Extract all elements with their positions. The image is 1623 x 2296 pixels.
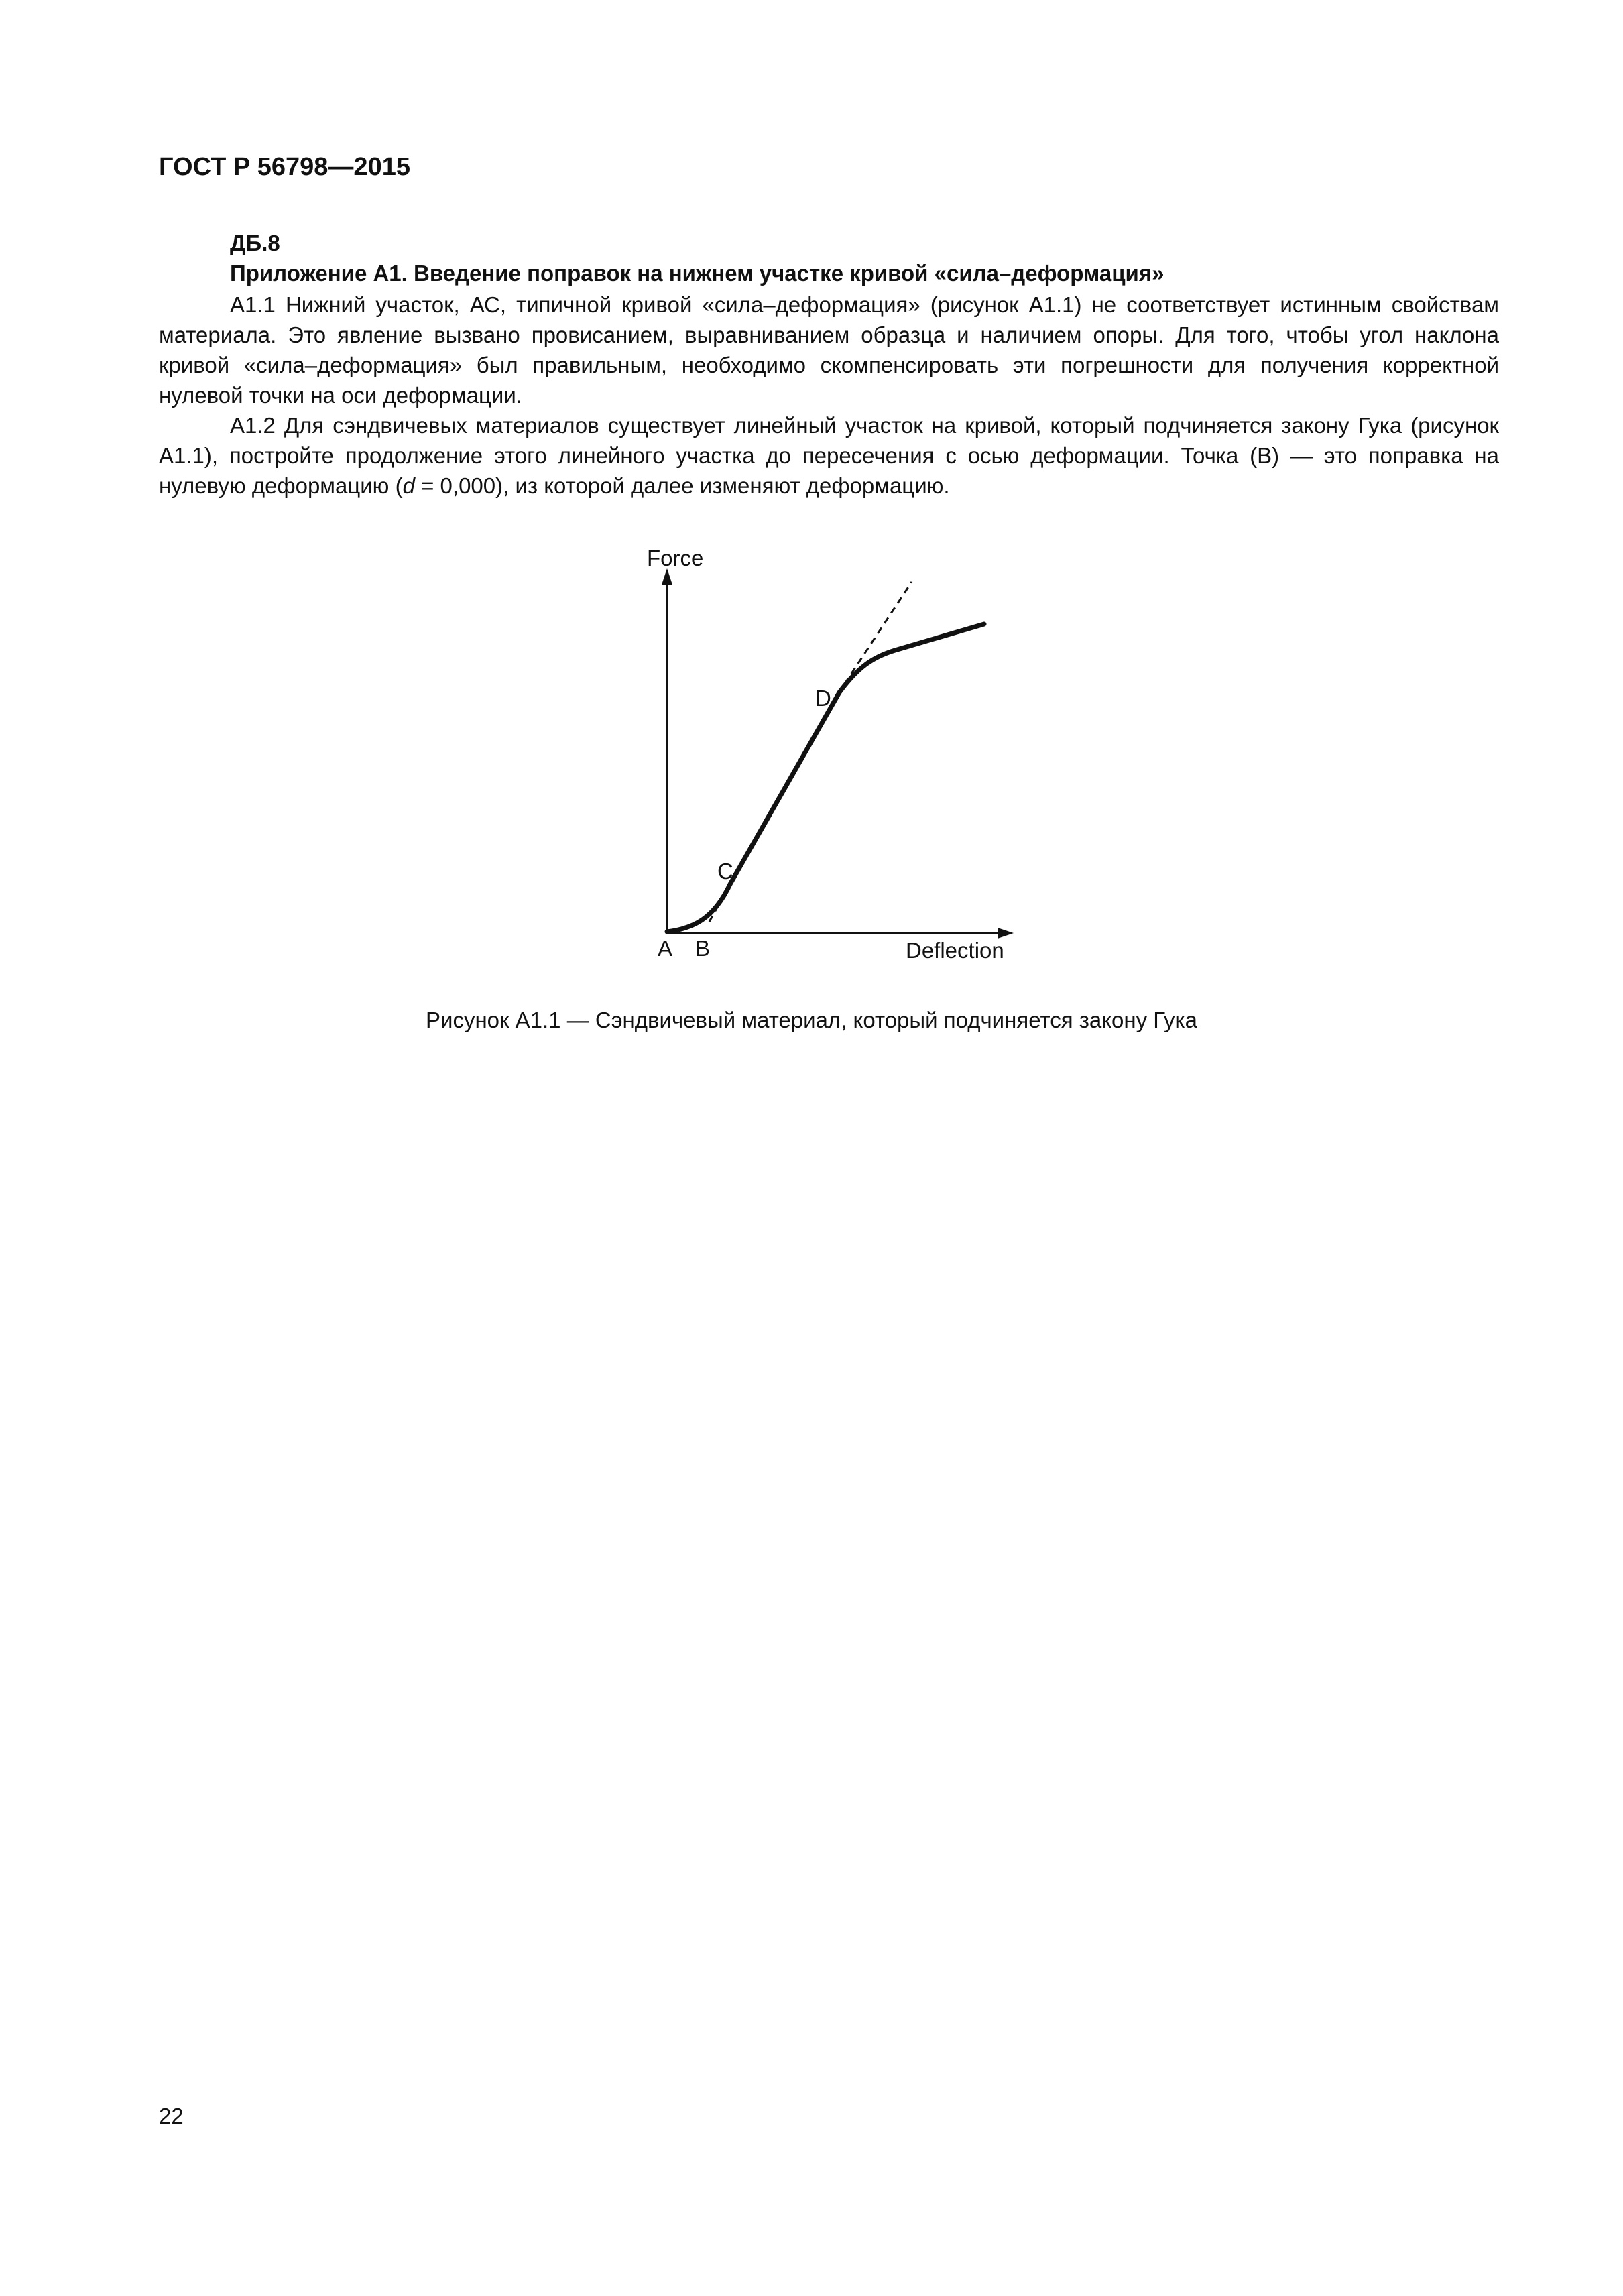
paragraph-a1-2-text-after: = 0,000), из которой далее изменяют деформацию. bbox=[414, 473, 950, 498]
paragraph-a1-1: А1.1 Нижний участок, АС, типичной кривой «сила–деформация» (рисунок А1.1) не соответствует истинным свойствам материала. Это явление вызвано провисанием, выравниванием образца и наличием опоры. Для того, чтобы угол наклона кривой «сила–деформация» был правильным, необходимо скомпенсировать эти погрешности для получения корректной нулевой точки на оси деформации. bbox=[159, 292, 1499, 408]
page-header: ГОСТ Р 56798—2015 bbox=[159, 153, 410, 181]
point-a-label: A bbox=[658, 936, 673, 961]
section-title: Приложение А1. Введение поправок на нижнем участке кривой «сила–деформация» bbox=[230, 261, 1164, 286]
figure-caption: Рисунок А1.1 — Сэндвичевый материал, который подчиняется закону Гука bbox=[426, 1008, 1197, 1032]
force-deflection-diagram bbox=[630, 536, 1032, 979]
point-b-label: B bbox=[695, 936, 711, 961]
paragraph-a1-2-text-before: А1.2 Для сэндвичевых материалов существует линейный участок на кривой, который подчиняется закону Гука (рисунок А1.1), постройте продолжение этого линейного участка до пересечения с осью деформации. Точка (В) — это поправка на нулевую деформацию ( bbox=[159, 413, 1499, 498]
force-deflection-figure bbox=[630, 536, 1032, 979]
force-deflection-curve bbox=[667, 624, 984, 932]
upper-extrapolation-dashed-line bbox=[845, 582, 912, 684]
page-number: 22 bbox=[159, 2104, 184, 2128]
paragraph-a1-2 bbox=[159, 410, 1499, 501]
deflection-axis-arrow bbox=[998, 928, 1014, 939]
section-code: ДБ.8 bbox=[230, 231, 280, 255]
deflection-axis-label: Deflection bbox=[906, 938, 1004, 963]
variable-d: d bbox=[402, 473, 415, 498]
point-c-label: C bbox=[717, 859, 733, 884]
point-d-label: D bbox=[815, 686, 831, 711]
force-axis-label: Force bbox=[647, 546, 704, 570]
force-axis-arrow bbox=[662, 568, 672, 585]
